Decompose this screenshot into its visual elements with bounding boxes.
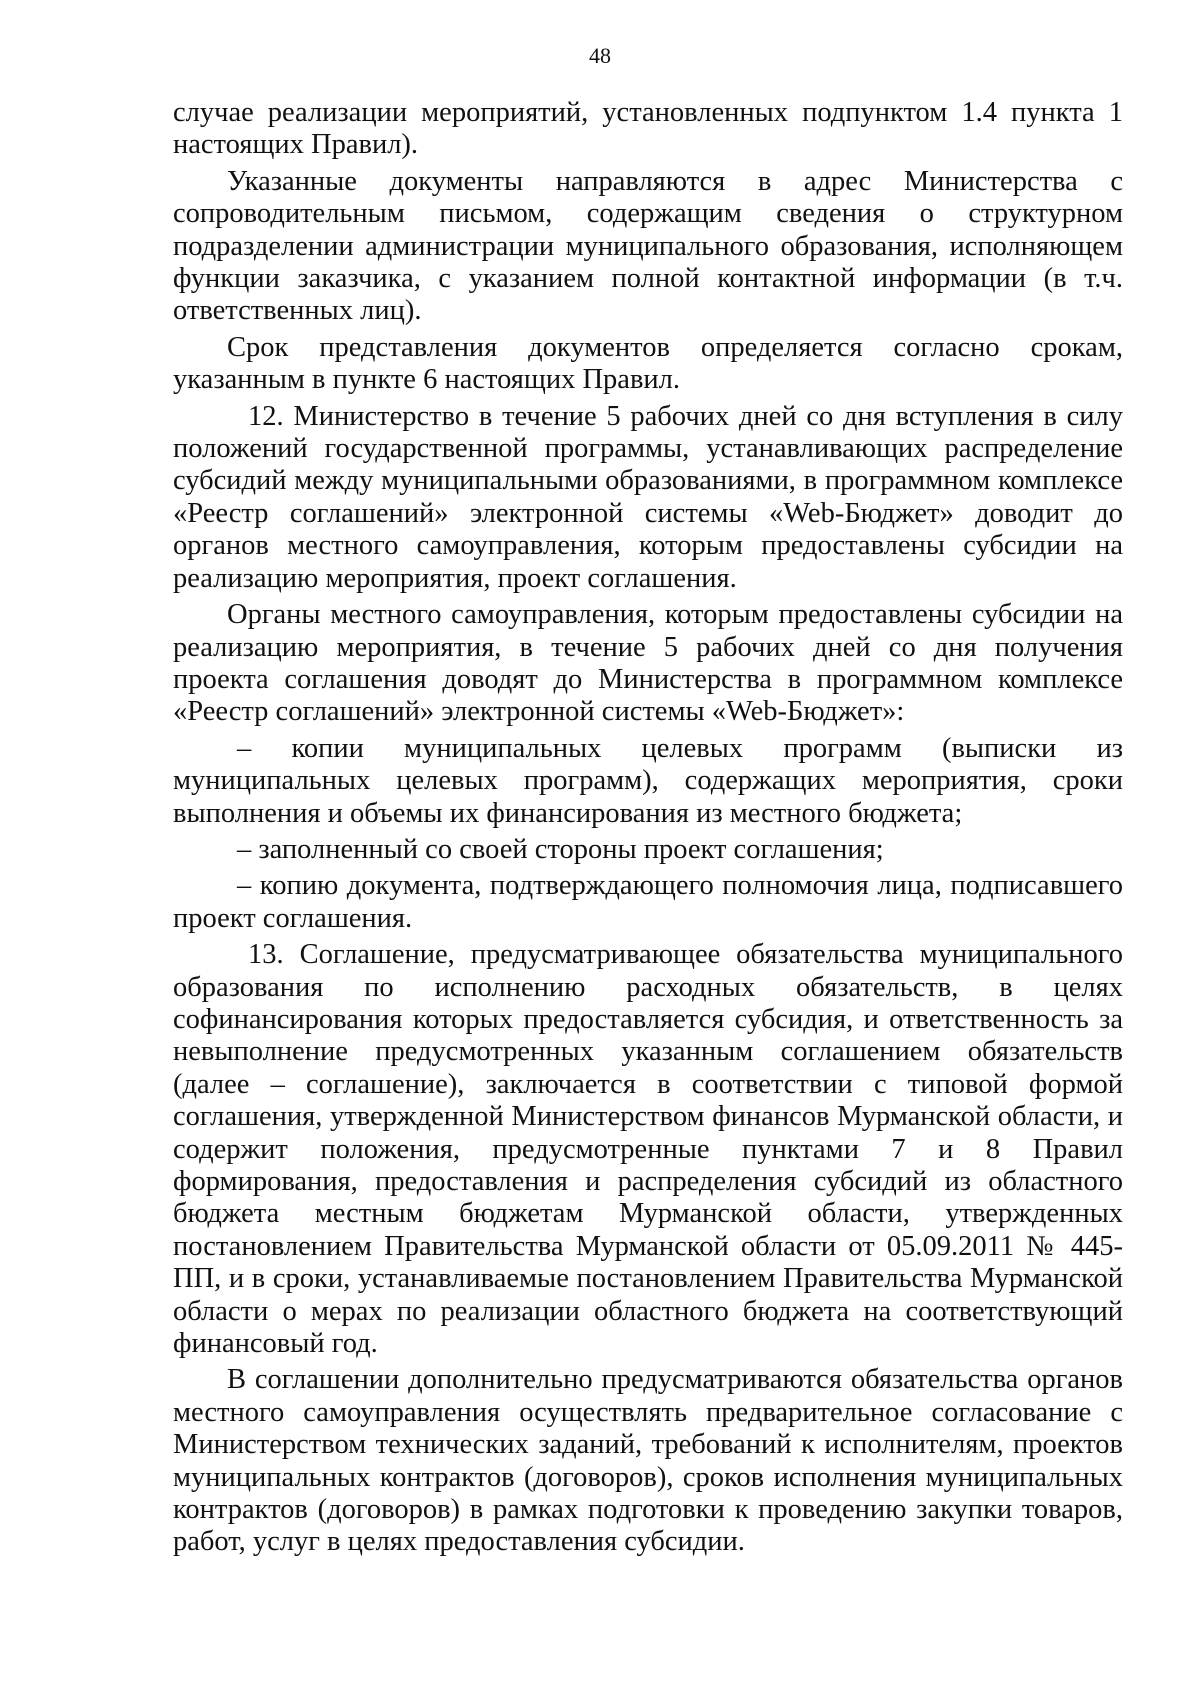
- paragraph-continuation: случае реализации мероприятий, установленных подпунктом 1.4 пункта 1 настоящих Правил).: [173, 97, 1123, 161]
- list-item-authority-document: – копию документа, подтверждающего полномочия лица, подписавшего проект соглашения.: [173, 870, 1123, 934]
- document-body: [173, 97, 1123, 1563]
- paragraph-documents-sent: Указанные документы направляются в адрес Министерства с сопроводительным письмом, содержащим сведения о структурном подразделении администрации муниципального образования, исполняющем функции заказчика, с указанием полной контактной информации (в т.ч. ответственных лиц).: [173, 165, 1123, 327]
- list-item-filled-draft: – заполненный со своей стороны проект соглашения;: [237, 833, 884, 865]
- paragraph-local-authorities: Органы местного самоуправления, которым предоставлены субсидии на реализацию мероприятия, в течение 5 рабочих дней со дня получения проекта соглашения доводят до Министерства в программном комплексе «Реестр соглашений» электронной системы «Web-Бюджет»:: [173, 599, 1123, 728]
- paragraph-item-12: 12. Министерство в течение 5 рабочих дней со дня вступления в силу положений государственной программы, устанавливающих распределение субсидий между муниципальными образованиями, в программном комплексе «Реестр соглашений» электронной системы «Web-Бюджет» доводит до органов местного самоуправления, которым предоставлены субсидии на реализацию мероприятия, проект соглашения.: [173, 400, 1123, 594]
- list-item-program-copies: – копии муниципальных целевых программ (выписки из муниципальных целевых программ), содержащих мероприятия, сроки выполнения и объемы их финансирования из местного бюджета;: [173, 732, 1123, 829]
- page-number: 48: [589, 43, 611, 68]
- paragraph-submission-deadline: Срок представления документов определяется согласно срокам, указанным в пункте 6 настоящих Правил.: [173, 331, 1123, 396]
- paragraph-additional-obligations: В соглашении дополнительно предусматриваются обязательства органов местного самоуправления осуществлять предварительное согласование с Министерством технических заданий, требований к исполнителям, проектов муниципальных контрактов (договоров), сроков исполнения муниципальных контрактов (договоров) в рамках подготовки к проведению закупки товаров, работ, услуг в целях предоставления субсидии.: [173, 1364, 1123, 1558]
- paragraph-item-13: 13. Соглашение, предусматривающее обязательства муниципального образования по исполнению расходных обязательств, в целях софинансирования которых предоставляется субсидия, и ответственность за невыполнение предусмотренных указанным соглашением обязательств (далее – соглашение), заключается в соответствии с типовой формой соглашения, утвержденной Министерством финансов Мурманской области, и содержит положения, предусмотренные пунктами 7 и 8 Правил формирования, предоставления и распределения субсидий из областного бюджета местным бюджетам Мурманской области, утвержденных постановлением Правительства Мурманской области от 05.09.2011 № 445-ПП, и в сроки, устанавливаемые постановлением Правительства Мурманской области о мерах по реализации областного бюджета на соответствующий финансовый год.: [173, 939, 1123, 1360]
